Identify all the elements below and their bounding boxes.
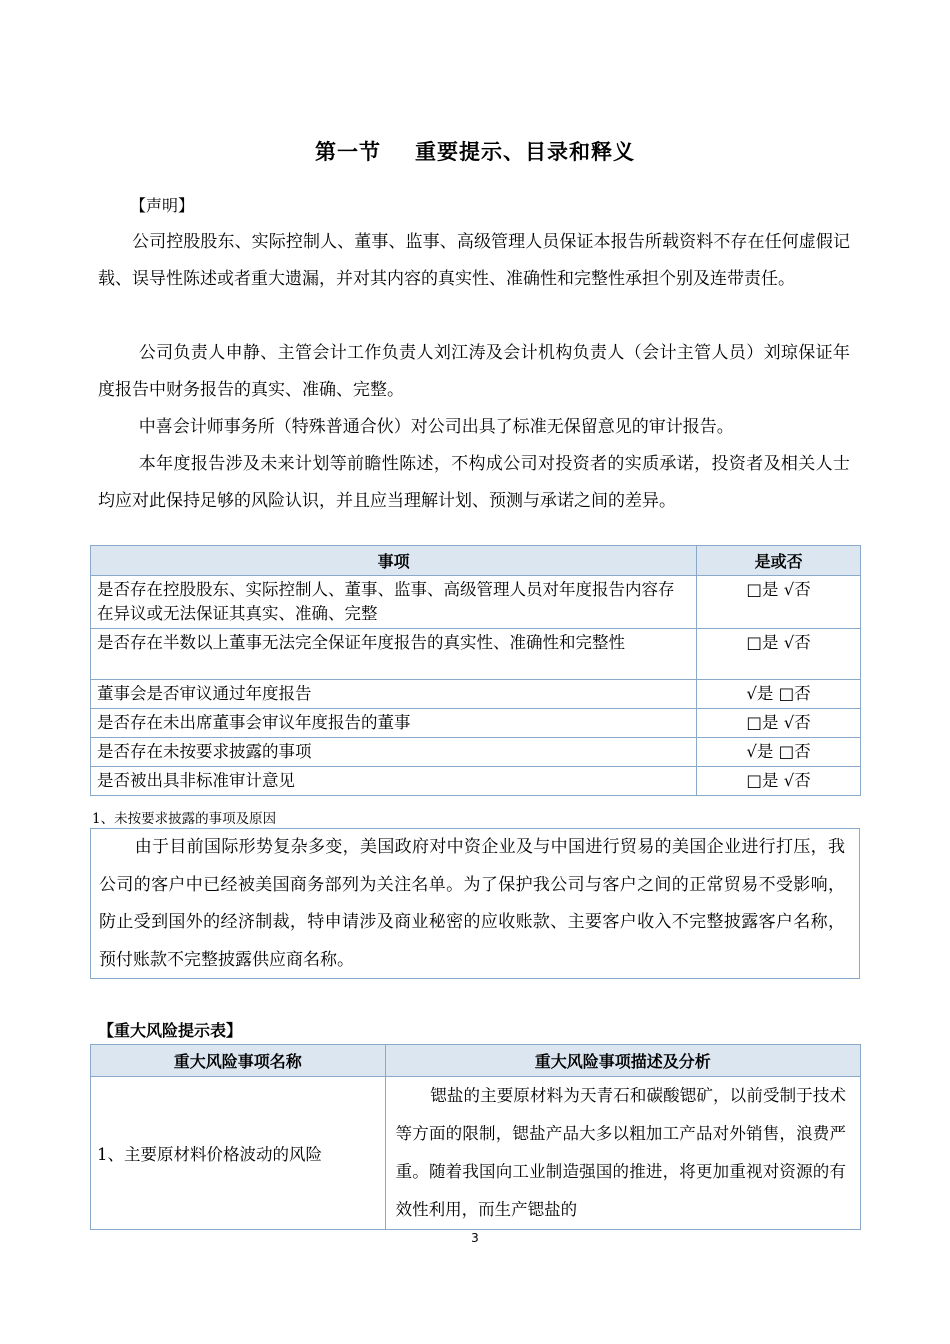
risk-table-label: 【重大风险提示表】 (98, 1021, 243, 1040)
statement-label: 【声明】 (130, 196, 195, 215)
row-item: 董事会是否审议通过年度报告 (91, 680, 697, 709)
row-answer: √是 □否 (697, 680, 861, 709)
undisclosed-box (90, 828, 860, 979)
risk-name: 1、主要原材料价格波动的风险 (91, 1077, 386, 1230)
statement-paragraph-4: 本年度报告涉及未来计划等前瞻性陈述，不构成公司对投资者的实质承诺，投资者及相关人士均应对此保持足够的风险认识，并且应当理解计划、预测与承诺之间的差异。 (98, 454, 850, 511)
row-answer: √是 □否 (697, 738, 861, 767)
section-name: 重要提示、目录和释义 (415, 140, 635, 164)
header-risk-desc: 重大风险事项描述及分析 (385, 1045, 860, 1077)
row-item: 是否存在半数以上董事无法完全保证年度报告的真实性、准确性和完整性 (91, 629, 697, 680)
undisclosed-text: 由于目前国际形势复杂多变，美国政府对中资企业及与中国进行贸易的美国企业进行打压，我公司的客户中已经被美国商务部列为关注名单。为了保护我公司与客户之间的正常贸易不受影响，防止受到国外的经济制裁，特申请涉及商业秘密的应收账款、主要客户收入不完整披露客户名称，预付账款不完整披露供应商名称。 (99, 837, 845, 970)
row-answer: □是 √否 (697, 767, 861, 796)
table-row (91, 709, 861, 738)
row-item: 是否存在控股股东、实际控制人、董事、监事、高级管理人员对年度报告内容存在异议或无法保证其真实、准确、完整 (91, 576, 697, 629)
table-row (91, 629, 861, 680)
risk-table (90, 1044, 861, 1230)
page-number: 3 (471, 1231, 479, 1245)
statement-paragraph-1: 公司控股股东、实际控制人、董事、监事、高级管理人员保证本报告所载资料不存在任何虚假记载、误导性陈述或者重大遗漏，并对其内容的真实性、准确性和完整性承担个别及连带责任。 (98, 232, 850, 289)
row-answer: □是 √否 (697, 629, 861, 680)
risk-desc: 锶盐的主要原材料为天青石和碳酸锶矿，以前受制于技术等方面的限制，锶盐产品大多以粗加工产品对外销售，浪费严重。随着我国向工业制造强国的推进，将更加重视对资源的有效性利用，而生产锶盐的 (395, 1086, 846, 1219)
statement-paragraph-3: 中喜会计师事务所（特殊普通合伙）对公司出具了标准无保留意见的审计报告。 (138, 417, 734, 437)
undisclosed-label: 1、未按要求披露的事项及原因 (92, 811, 277, 827)
risk-desc-cell (385, 1077, 860, 1230)
row-answer: □是 √否 (697, 576, 861, 629)
table-row (91, 767, 861, 796)
table-row (91, 738, 861, 767)
row-answer: □是 √否 (697, 709, 861, 738)
table-row (91, 1077, 861, 1230)
header-risk-name: 重大风险事项名称 (91, 1045, 386, 1077)
section-number: 第一节 (315, 140, 381, 164)
table-header-row (91, 1045, 861, 1077)
confirmation-table (90, 545, 861, 796)
row-item: 是否被出具非标准审计意见 (91, 767, 697, 796)
header-yes-no: 是或否 (697, 546, 861, 576)
row-item: 是否存在未出席董事会审议年度报告的董事 (91, 709, 697, 738)
header-item: 事项 (91, 546, 697, 576)
table-header-row (91, 546, 861, 576)
table-row (91, 680, 861, 709)
row-item: 是否存在未按要求披露的事项 (91, 738, 697, 767)
section-title (0, 136, 950, 166)
statement-paragraph-2: 公司负责人申静、主管会计工作负责人刘江涛及会计机构负责人（会计主管人员）刘琼保证年度报告中财务报告的真实、准确、完整。 (98, 343, 850, 400)
table-row (91, 576, 861, 629)
